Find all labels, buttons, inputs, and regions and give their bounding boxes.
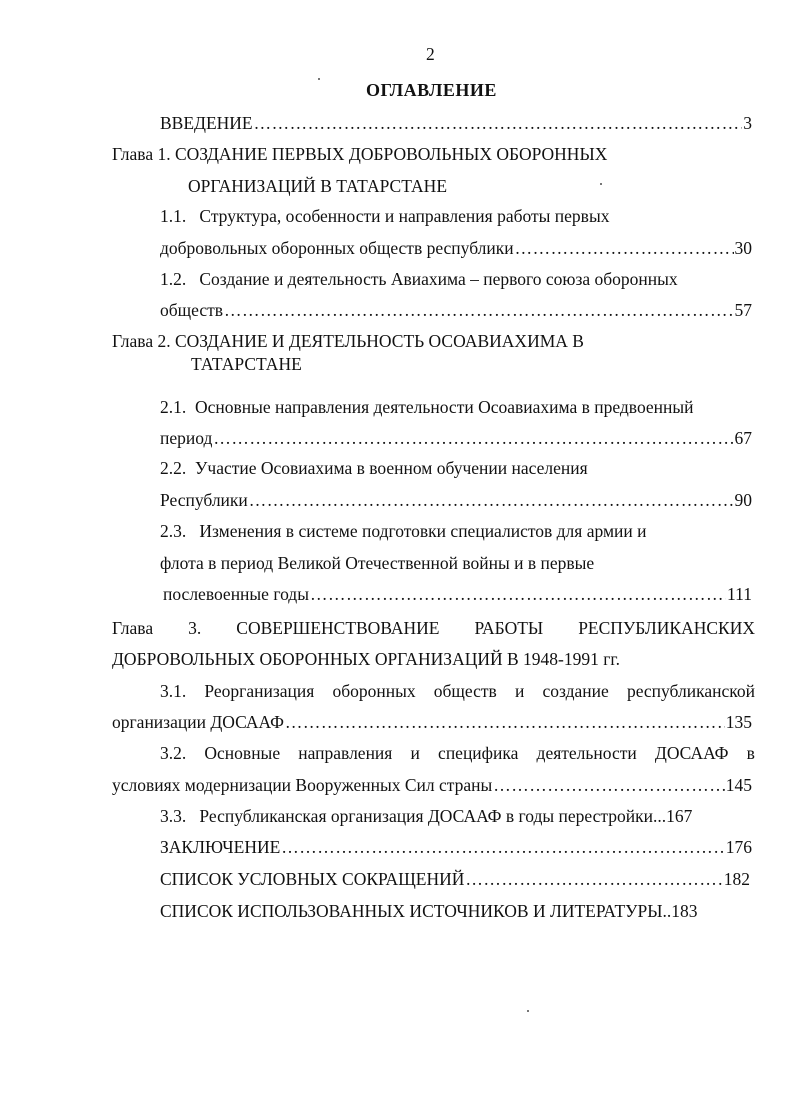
toc-entry-1-1-cont[interactable] (160, 237, 752, 259)
toc-entry-3-1-cont[interactable] (112, 711, 752, 733)
word: 3.1. (160, 681, 187, 701)
chapter-3-word: Глава (112, 618, 154, 638)
toc-entry-label: ЗАКЛЮЧЕНИЕ (160, 837, 281, 857)
dot-leader (310, 583, 726, 605)
toc-entry-2-3-cont: флота в период Великой Отечественной войны и в первые (160, 553, 595, 573)
chapter-1-heading-cont: ОРГАНИЗАЦИЙ В ТАТАРСТАНЕ (188, 176, 448, 196)
toc-entry-page: 3 (743, 113, 752, 133)
scan-speck (318, 78, 320, 80)
section-title: Республиканская организация ДОСААФ в годы перестройки...167 (199, 806, 693, 826)
toc-entry-3-1[interactable] (160, 680, 755, 702)
dot-leader (281, 836, 724, 858)
toc-entry-page: 111 (727, 584, 752, 604)
section-title: Основные направления деятельности Осоавиахима в предвоенный (195, 397, 694, 417)
section-number: 1.2. (160, 269, 187, 289)
toc-entry-page: 182 (723, 869, 750, 889)
section-title-cont: организации ДОСААФ (112, 712, 284, 732)
dot-leader (493, 774, 724, 796)
page-number: 2 (426, 44, 435, 64)
dot-leader (249, 489, 734, 511)
dot-leader (224, 299, 733, 321)
chapter-3-word: РАБОТЫ (474, 618, 544, 638)
word: обществ (433, 681, 497, 701)
toc-entry-1-2-cont[interactable] (160, 299, 752, 321)
dot-leader (515, 237, 734, 259)
section-title: Изменения в системе подготовки специалистов для армии и (199, 521, 647, 541)
toc-entry-page: 145 (725, 775, 752, 795)
scan-speck (600, 183, 602, 185)
toc-entry-3-2-cont[interactable] (112, 774, 752, 796)
chapter-3-word: СОВЕРШЕНСТВОВАНИЕ (236, 618, 440, 638)
section-number: 2.2. (160, 458, 187, 478)
word: Основные (204, 743, 281, 763)
toc-entry-intro[interactable] (160, 112, 752, 134)
dot-leader (465, 868, 722, 890)
word: и (410, 743, 420, 763)
chapter-2-heading-cont: ТАТАРСТАНЕ (191, 354, 302, 374)
section-title-cont: обществ (160, 300, 224, 320)
toc-entry-page: 176 (725, 837, 752, 857)
toc-entry-1-1[interactable] (160, 205, 609, 227)
toc-entry-sources[interactable]: СПИСОК ИСПОЛЬЗОВАННЫХ ИСТОЧНИКОВ И ЛИТЕРАТУРЫ..183 (160, 901, 698, 921)
section-title: Структура, особенности и направления работы первых (199, 206, 610, 226)
chapter-1-heading[interactable]: Глава 1. СОЗДАНИЕ ПЕРВЫХ ДОБРОВОЛЬНЫХ ОБОРОННЫХ (112, 144, 608, 164)
word: и (514, 681, 525, 701)
toc-entry-label: ВВЕДЕНИЕ (160, 113, 253, 133)
word: специфика (438, 743, 519, 763)
toc-entry-2-1-cont[interactable] (160, 427, 752, 449)
chapter-3-word: РЕСПУБЛИКАНСКИХ (578, 618, 755, 638)
toc-entry-abbreviations[interactable] (160, 868, 750, 890)
section-title-cont: послевоенные годы (163, 584, 309, 604)
word: 3.2. (160, 743, 187, 763)
toc-entry-3-3[interactable] (160, 805, 692, 827)
toc-entry-page: 67 (734, 428, 752, 448)
toc-entry-page: 30 (734, 238, 752, 258)
toc-entry-page: 57 (734, 300, 752, 320)
toc-entry-1-2[interactable] (160, 268, 678, 290)
toc-entry-page: 90 (734, 490, 752, 510)
chapter-3-heading-cont: ДОБРОВОЛЬНЫХ ОБОРОННЫХ ОРГАНИЗАЦИЙ В 1948-1991 гг. (112, 649, 621, 669)
word: республиканской (626, 681, 755, 701)
toc-entry-2-2-cont[interactable] (160, 489, 752, 511)
word: ДОСААФ (654, 743, 729, 763)
dot-leader (254, 112, 743, 134)
word: направления (298, 743, 393, 763)
toc-entry-2-1[interactable] (160, 396, 694, 418)
chapter-3-heading[interactable] (112, 617, 755, 639)
toc-entry-2-3-cont-2[interactable] (163, 583, 752, 605)
word: оборонных (332, 681, 416, 701)
section-title: Участие Осовиахима в военном обучении населения (195, 458, 588, 478)
toc-entry-2-2[interactable] (160, 457, 588, 479)
section-title-cont: добровольных оборонных обществ республики (160, 238, 514, 258)
dot-leader (213, 427, 733, 449)
section-title-cont: условиях модернизации Вооруженных Сил страны (112, 775, 493, 795)
toc-entry-label: СПИСОК УСЛОВНЫХ СОКРАЩЕНИЙ (160, 869, 465, 889)
word: создание (542, 681, 609, 701)
section-title-cont: Республики (160, 490, 248, 510)
section-number: 2.3. (160, 521, 187, 541)
section-number: 1.1. (160, 206, 187, 226)
chapter-2-heading[interactable]: Глава 2. СОЗДАНИЕ И ДЕЯТЕЛЬНОСТЬ ОСОАВИАХИМА В (112, 331, 584, 351)
toc-entry-2-3[interactable] (160, 520, 647, 542)
dot-leader (285, 711, 725, 733)
word: Реорганизация (204, 681, 315, 701)
word: деятельности (536, 743, 637, 763)
toc-title: ОГЛАВЛЕНИЕ (366, 80, 497, 100)
toc-entry-conclusion[interactable] (160, 836, 752, 858)
section-number: 2.1. (160, 397, 187, 417)
section-number: 3.3. (160, 806, 187, 826)
toc-entry-3-2[interactable] (160, 742, 755, 764)
section-title-cont: период (160, 428, 213, 448)
toc-entry-page: 135 (725, 712, 752, 732)
section-title: Создание и деятельность Авиахима – первого союза оборонных (199, 269, 678, 289)
chapter-3-word: 3. (188, 618, 202, 638)
word: в (746, 743, 755, 763)
scan-speck (527, 1010, 529, 1012)
